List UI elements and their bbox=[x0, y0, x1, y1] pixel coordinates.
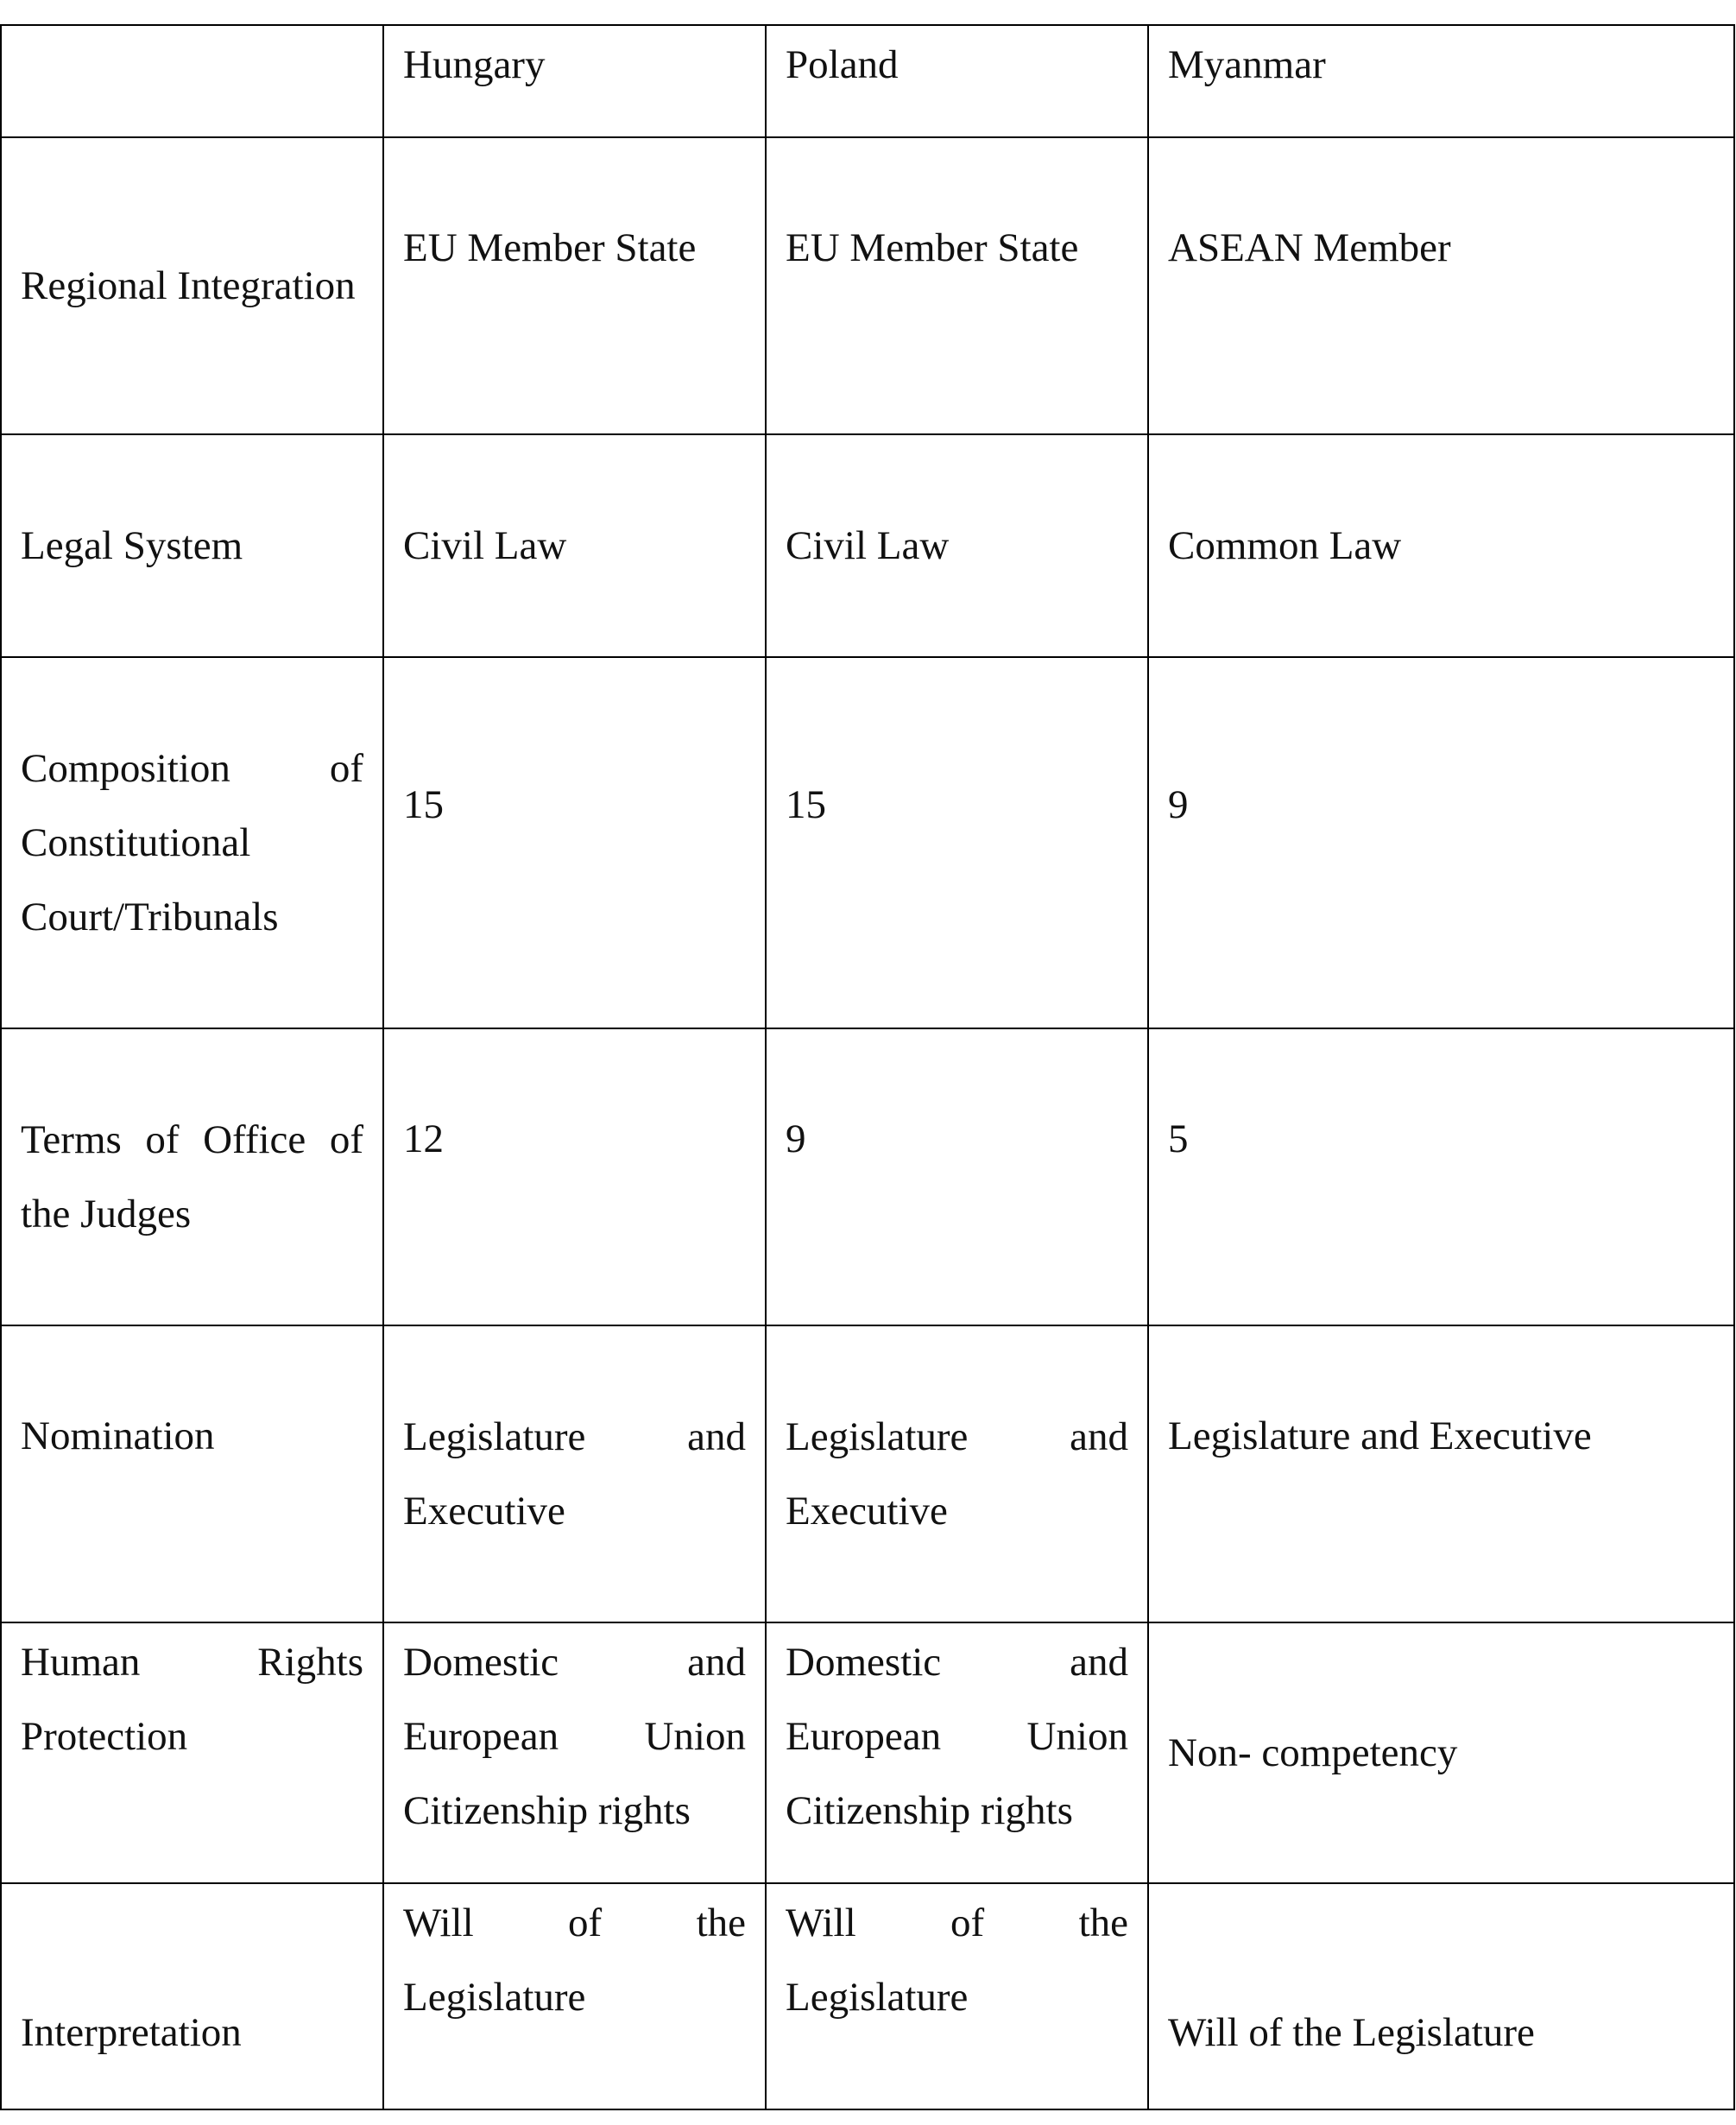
row-label-composition: Composition of Constitutional Court/Tribunals bbox=[1, 657, 383, 1028]
table-cell: 15 bbox=[383, 657, 766, 1028]
table-cell: 5 bbox=[1148, 1028, 1734, 1325]
row-label-legal-system: Legal System bbox=[1, 434, 383, 657]
table-cell: 15 bbox=[766, 657, 1148, 1028]
table-cell: 9 bbox=[766, 1028, 1148, 1325]
table-cell: 9 bbox=[1148, 657, 1734, 1028]
table-cell: EU Member State bbox=[766, 137, 1148, 434]
comparison-table bbox=[0, 24, 1735, 2110]
table-row bbox=[1, 657, 1734, 1028]
table-cell: Non- competency bbox=[1148, 1622, 1734, 1883]
table-cell: Civil Law bbox=[766, 434, 1148, 657]
table-cell: Domestic and European Union Citizenship rights bbox=[383, 1622, 766, 1883]
row-label-terms-of-office: Terms of Office of the Judges bbox=[1, 1028, 383, 1325]
header-corner-cell bbox=[1, 25, 383, 137]
table-cell: Civil Law bbox=[383, 434, 766, 657]
row-label-nomination: Nomination bbox=[1, 1325, 383, 1622]
table-cell: Will of the Legislature bbox=[766, 1883, 1148, 2109]
row-label-human-rights: Human Rights Protection bbox=[1, 1622, 383, 1883]
table-row bbox=[1, 1325, 1734, 1622]
table-cell: Legislature and Executive bbox=[766, 1325, 1148, 1622]
row-label-interpretation: Interpretation bbox=[1, 1883, 383, 2109]
table-cell: ASEAN Member bbox=[1148, 137, 1734, 434]
table-row bbox=[1, 434, 1734, 657]
table-cell: 12 bbox=[383, 1028, 766, 1325]
header-cell-poland: Poland bbox=[766, 25, 1148, 137]
header-row bbox=[1, 25, 1734, 137]
table-row bbox=[1, 1028, 1734, 1325]
table-cell: Domestic and European Union Citizenship rights bbox=[766, 1622, 1148, 1883]
row-label-regional-integration: Regional Integration bbox=[1, 137, 383, 434]
table-cell: Legislature and Executive bbox=[1148, 1325, 1734, 1622]
table-cell: EU Member State bbox=[383, 137, 766, 434]
table-cell: Will of the Legislature bbox=[1148, 1883, 1734, 2109]
header-cell-myanmar: Myanmar bbox=[1148, 25, 1734, 137]
table-row bbox=[1, 137, 1734, 434]
table-cell: Will of the Legislature bbox=[383, 1883, 766, 2109]
table-row bbox=[1, 1883, 1734, 2109]
header-cell-hungary: Hungary bbox=[383, 25, 766, 137]
table-cell: Common Law bbox=[1148, 434, 1734, 657]
table-row bbox=[1, 1622, 1734, 1883]
table-cell: Legislature and Executive bbox=[383, 1325, 766, 1622]
